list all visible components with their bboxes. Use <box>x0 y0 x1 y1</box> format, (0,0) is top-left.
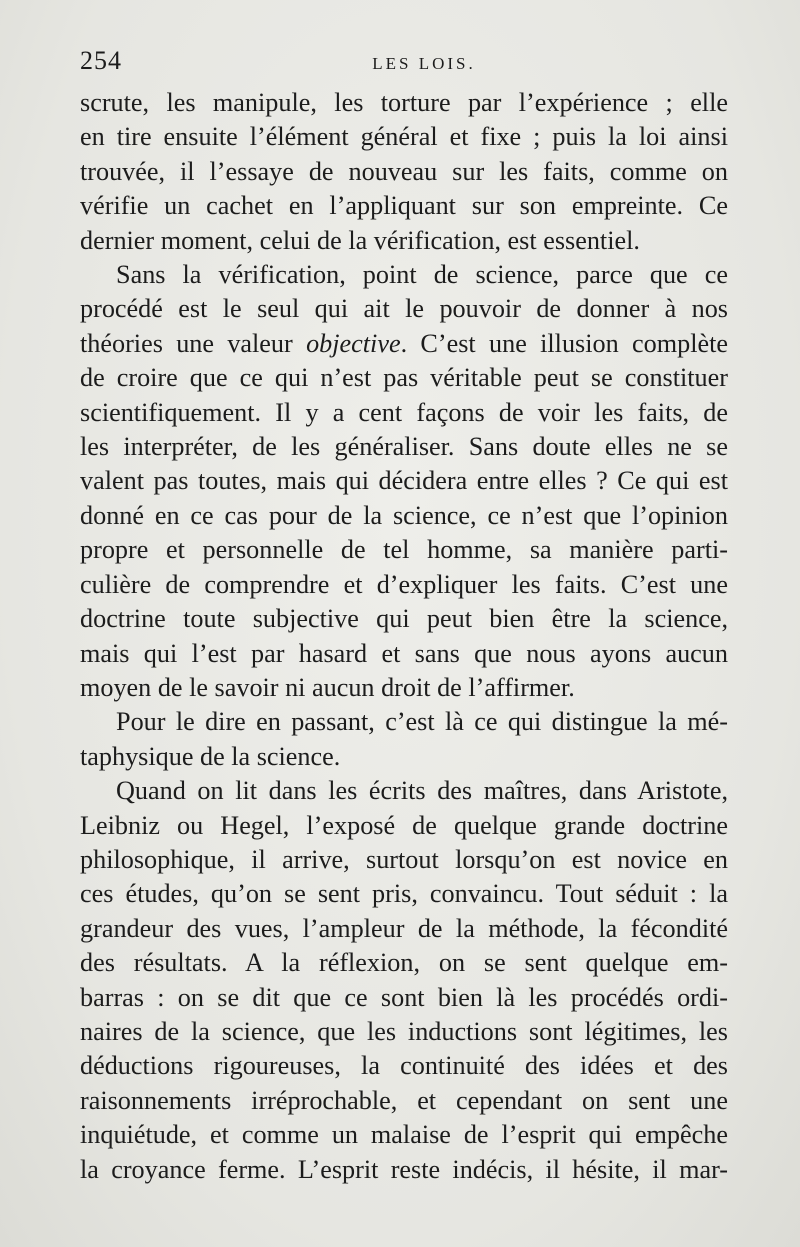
text-line: grandeur des vues, l’ampleur de la méthode, la fécondité <box>80 913 728 943</box>
italic-word: objective <box>306 328 401 358</box>
text-line: culière de comprendre et d’expliquer les faits. C’est une <box>80 569 728 599</box>
page-number: 254 <box>80 46 122 75</box>
text-line: déductions rigoureuses, la continuité des idées et des <box>80 1051 728 1081</box>
text-line: inquiétude, et comme un malaise de l’esprit qui empêche <box>80 1120 728 1150</box>
text-line: philosophique, il arrive, surtout lorsqu’on est novice en <box>80 844 728 874</box>
text-line: mais qui l’est par hasard et sans que nous ayons aucun <box>80 638 728 668</box>
text-line: dernier moment, celui de la vérification, est essentiel. <box>80 225 640 255</box>
text-line: la croyance ferme. L’esprit reste indécis, il hésite, il mar- <box>80 1154 728 1184</box>
text-line: procédé est le seul qui ait le pouvoir de donner à nos <box>80 294 728 324</box>
text-fragment: . C’est une illusion complète <box>400 328 728 358</box>
text-line: scrute, les manipule, les torture par l’expérience ; elle <box>80 88 728 117</box>
text-line: les interpréter, de les généraliser. Sans doute elles ne se <box>80 432 728 462</box>
text-line: de croire que ce qui n’est pas véritable peut se constituer <box>80 363 728 393</box>
text-line: Leibniz ou Hegel, l’exposé de quelque grande doctrine <box>80 810 728 840</box>
text-line: Sans la vérification, point de science, parce que ce <box>116 260 728 290</box>
text-line: barras : on se dit que ce sont bien là les procédés ordi- <box>80 982 728 1012</box>
text-line: propre et personnelle de tel homme, sa manière parti- <box>80 535 728 565</box>
text-line: en tire ensuite l’élément général et fixe ; puis la loi ainsi <box>80 122 728 152</box>
text-line: moyen de le savoir ni aucun droit de l’affirmer. <box>80 672 575 702</box>
text-line: trouvée, il l’essaye de nouveau sur les faits, comme on <box>80 156 728 186</box>
text-line: doctrine toute subjective qui peut bien être la science, <box>80 604 728 634</box>
text-line: taphysique de la science. <box>80 741 341 771</box>
text-line: donné en ce cas pour de la science, ce n’est que l’opinion <box>80 500 728 530</box>
text-line: des résultats. A la réflexion, on se sent quelque em- <box>80 948 728 978</box>
body-text <box>80 86 728 1187</box>
text-line: valent pas toutes, mais qui décidera entre elles ? Ce qui est <box>80 466 728 496</box>
page-header <box>80 42 728 82</box>
text-line: naires de la science, que les inductions sont légitimes, les <box>80 1016 728 1046</box>
text-line: ces études, qu’on se sent pris, convaincu. Tout séduit : la <box>80 879 728 909</box>
text-line: Pour le dire en passant, c’est là ce qui distingue la mé- <box>116 707 728 737</box>
text-line: vérifie un cachet en l’appliquant sur son empreinte. Ce <box>80 191 728 221</box>
text-line <box>80 327 728 361</box>
text-fragment: théories une valeur <box>80 328 307 358</box>
running-head: LES LOIS. <box>372 54 476 73</box>
text-line: raisonnements irréprochable, et cependant on sent une <box>80 1085 728 1115</box>
text-line: scientifiquement. Il y a cent façons de voir les faits, de <box>80 397 728 427</box>
text-line: Quand on lit dans les écrits des maîtres, dans Aristote, <box>116 776 728 806</box>
